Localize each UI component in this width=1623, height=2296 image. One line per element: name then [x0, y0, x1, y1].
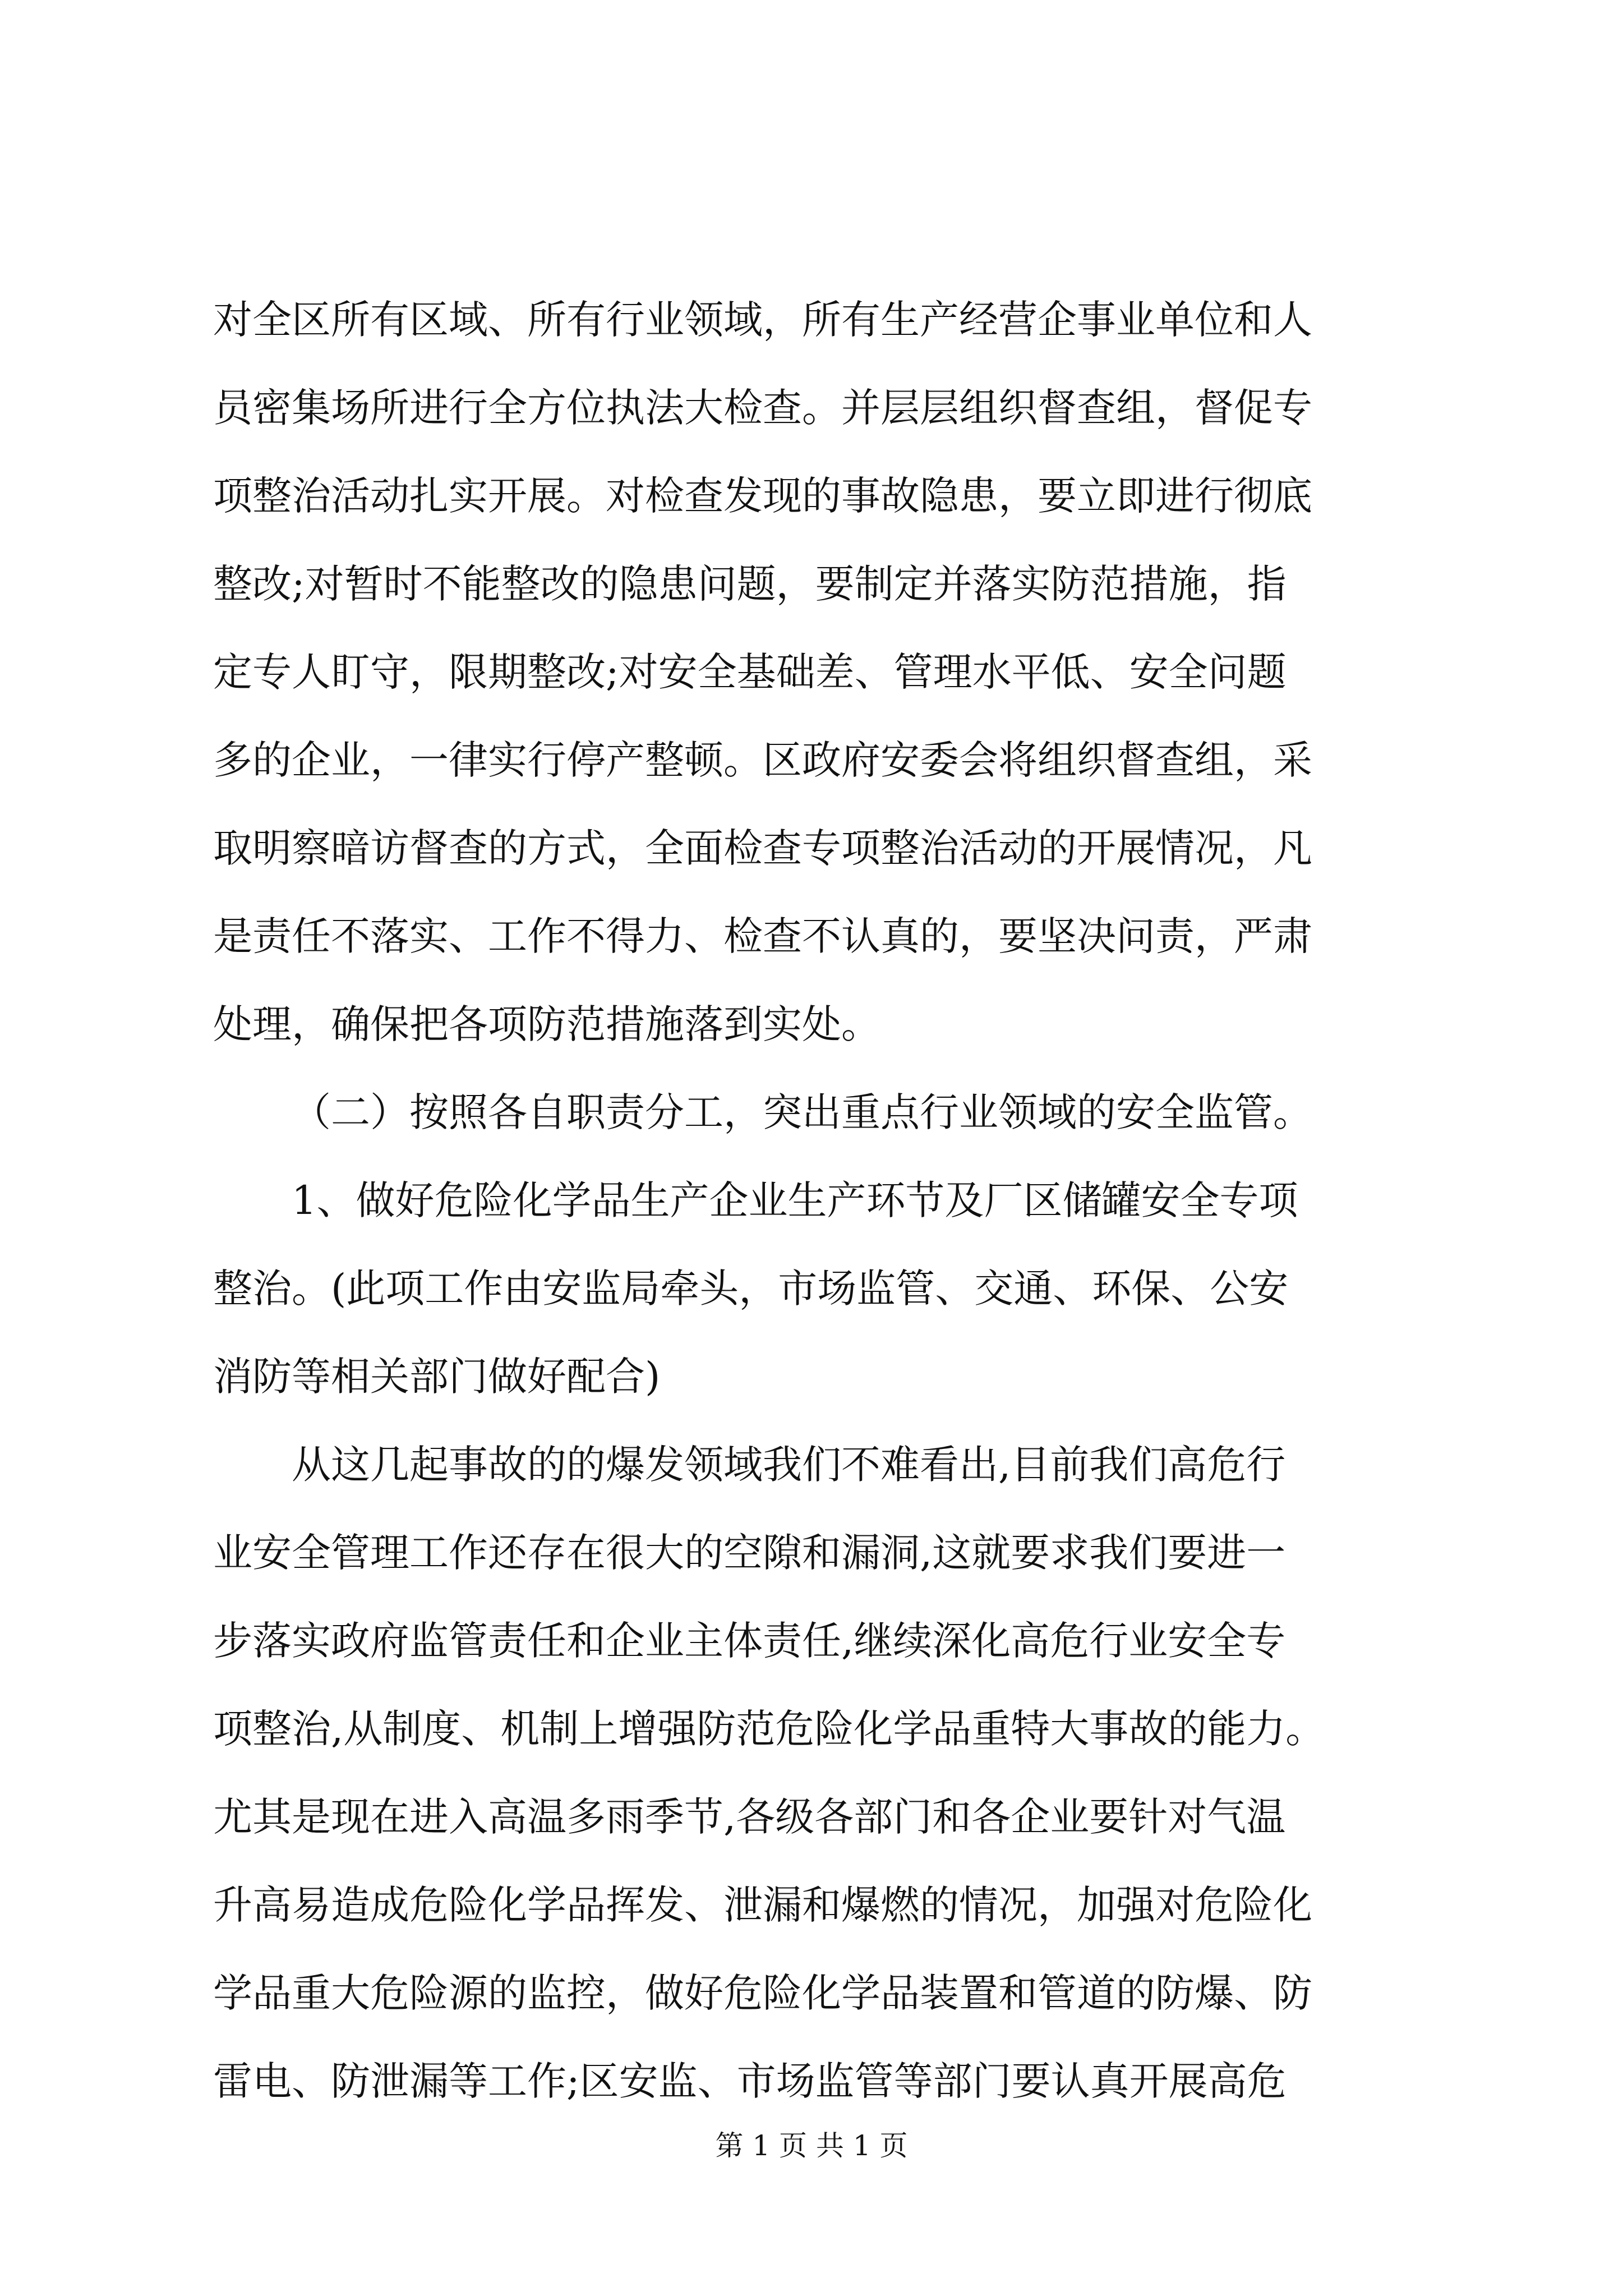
section-heading: （二）按照各自职责分工，突出重点行业领域的安全监管。 — [292, 1089, 1312, 1135]
text-line: 整治。(此项工作由安监局牵头，市场监管、交通、环保、公安 — [213, 1266, 1289, 1312]
text-line: 从这几起事故的的爆发领域我们不难看出,目前我们高危行 — [292, 1442, 1286, 1488]
text-line: 是责任不落实、工作不得力、检查不认真的，要坚决问责，严肃 — [213, 913, 1312, 959]
text-line: 尤其是现在进入高温多雨季节,各级各部门和各企业要针对气温 — [213, 1794, 1286, 1840]
text-line: 步落实政府监管责任和企业主体责任,继续深化高危行业安全专 — [213, 1618, 1286, 1664]
text-line: 整改;对暂时不能整改的隐患问题，要制定并落实防范措施，指 — [213, 561, 1287, 607]
text-line: 项整治活动扎实开展。对检查发现的事故隐患，要立即进行彻底 — [213, 473, 1312, 519]
text-line: 学品重大危险源的监控，做好危险化学品装置和管道的防爆、防 — [213, 1970, 1312, 2016]
text-line: 雷电、防泄漏等工作;区安监、市场监管等部门要认真开展高危 — [213, 2058, 1287, 2104]
text-line: 取明察暗访督查的方式，全面检查专项整治活动的开展情况，凡 — [213, 825, 1312, 871]
text-line: 对全区所有区域、所有行业领域，所有生产经营企事业单位和人 — [213, 297, 1312, 343]
text-line: 定专人盯守，限期整改;对安全基础差、管理水平低、安全问题 — [213, 649, 1287, 695]
text-line: 项整治,从制度、机制上增强防范危险化学品重特大事故的能力。 — [213, 1706, 1325, 1752]
text-line: 业安全管理工作还存在很大的空隙和漏洞,这就要求我们要进一 — [213, 1530, 1286, 1576]
text-line: 消防等相关部门做好配合) — [213, 1354, 661, 1400]
page-footer: 第 1 页 共 1 页 — [715, 2129, 908, 2162]
text-line: 1、做好危险化学品生产企业生产环节及厂区储罐安全专项 — [292, 1177, 1298, 1223]
text-line: 处理，确保把各项防范措施落到实处。 — [213, 1001, 880, 1047]
text-line: 多的企业，一律实行停产整顿。区政府安委会将组织督查组，采 — [213, 737, 1312, 783]
text-line: 员密集场所进行全方位执法大检查。并层层组织督查组，督促专 — [213, 385, 1312, 431]
text-line: 升高易造成危险化学品挥发、泄漏和爆燃的情况，加强对危险化 — [213, 1882, 1312, 1928]
